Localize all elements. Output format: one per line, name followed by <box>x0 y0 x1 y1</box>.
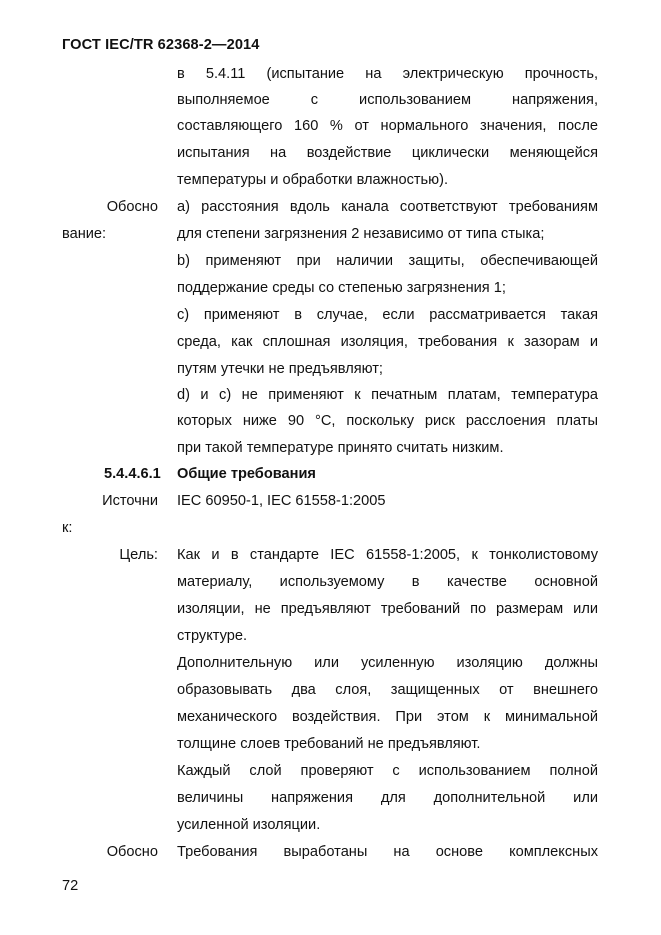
text-line: величины напряжения для дополнительной или <box>177 790 598 806</box>
text-line: путям утечки не предъявляют; <box>177 361 383 377</box>
text-line: которых ниже 90 °C, поскольку риск расслоения платы <box>177 413 598 429</box>
text-line: b) применяют при наличии защиты, обеспечивающей <box>177 253 598 269</box>
text-line: Требования выработаны на основе комплексных <box>177 844 598 860</box>
text-line: для степени загрязнения 2 независимо от типа стыка; <box>177 226 545 242</box>
justification-label-cont: вание: <box>62 226 107 242</box>
text-line: составляющего 160 % от нормального значения, после <box>177 118 598 134</box>
source-label-cont: к: <box>62 520 73 536</box>
section-number: 5.4.4.6.1 <box>104 466 161 482</box>
text-line: выполняемое с использованием напряжения, <box>177 92 598 108</box>
text-line: испытания на воздействие циклически меняющейся <box>177 145 598 161</box>
text-line: a) расстояния вдоль канала соответствуют требованиям <box>177 199 598 215</box>
text-line: d) и c) не применяют к печатным платам, температура <box>177 387 598 403</box>
document-header: ГОСТ IEC/TR 62368-2—2014 <box>62 37 260 53</box>
justification-label: Обосно <box>106 199 158 215</box>
justification-label: Обосно <box>106 844 158 860</box>
text-line: толщине слоев требований не предъявляют. <box>177 736 481 752</box>
text-line: температуры и обработки влажностью). <box>177 172 449 188</box>
text-line: c) применяют в случае, если рассматривается такая <box>177 307 598 323</box>
text-line: изоляции, не предъявляют требований по размерам или <box>177 601 598 617</box>
text-line: при такой температуре принято считать низким. <box>177 440 504 456</box>
page-number: 72 <box>62 878 79 894</box>
purpose-label: Цель: <box>119 547 158 563</box>
text-line: поддержание среды со степенью загрязнения 1; <box>177 280 506 296</box>
text-line: среда, как сплошная изоляция, требования к зазорам и <box>177 334 598 350</box>
text-line: в 5.4.11 (испытание на электрическую прочность, <box>177 66 598 82</box>
section-title: Общие требования <box>177 466 316 482</box>
source-text: IEC 60950-1, IEC 61558-1:2005 <box>177 493 386 509</box>
source-label: Источни <box>102 493 158 509</box>
text-line: образовывать два слоя, защищенных от внешнего <box>177 682 598 698</box>
text-line: материалу, используемому в качестве основной <box>177 574 598 590</box>
text-line: структуре. <box>177 628 248 644</box>
text-line: Как и в стандарте IEC 61558-1:2005, к тонколистовому <box>177 547 598 563</box>
text-line: усиленной изоляции. <box>177 817 321 833</box>
text-line: Дополнительную или усиленную изоляцию должны <box>177 655 598 671</box>
text-line: Каждый слой проверяют с использованием полной <box>177 763 598 779</box>
text-line: механического воздействия. При этом к минимальной <box>177 709 598 725</box>
